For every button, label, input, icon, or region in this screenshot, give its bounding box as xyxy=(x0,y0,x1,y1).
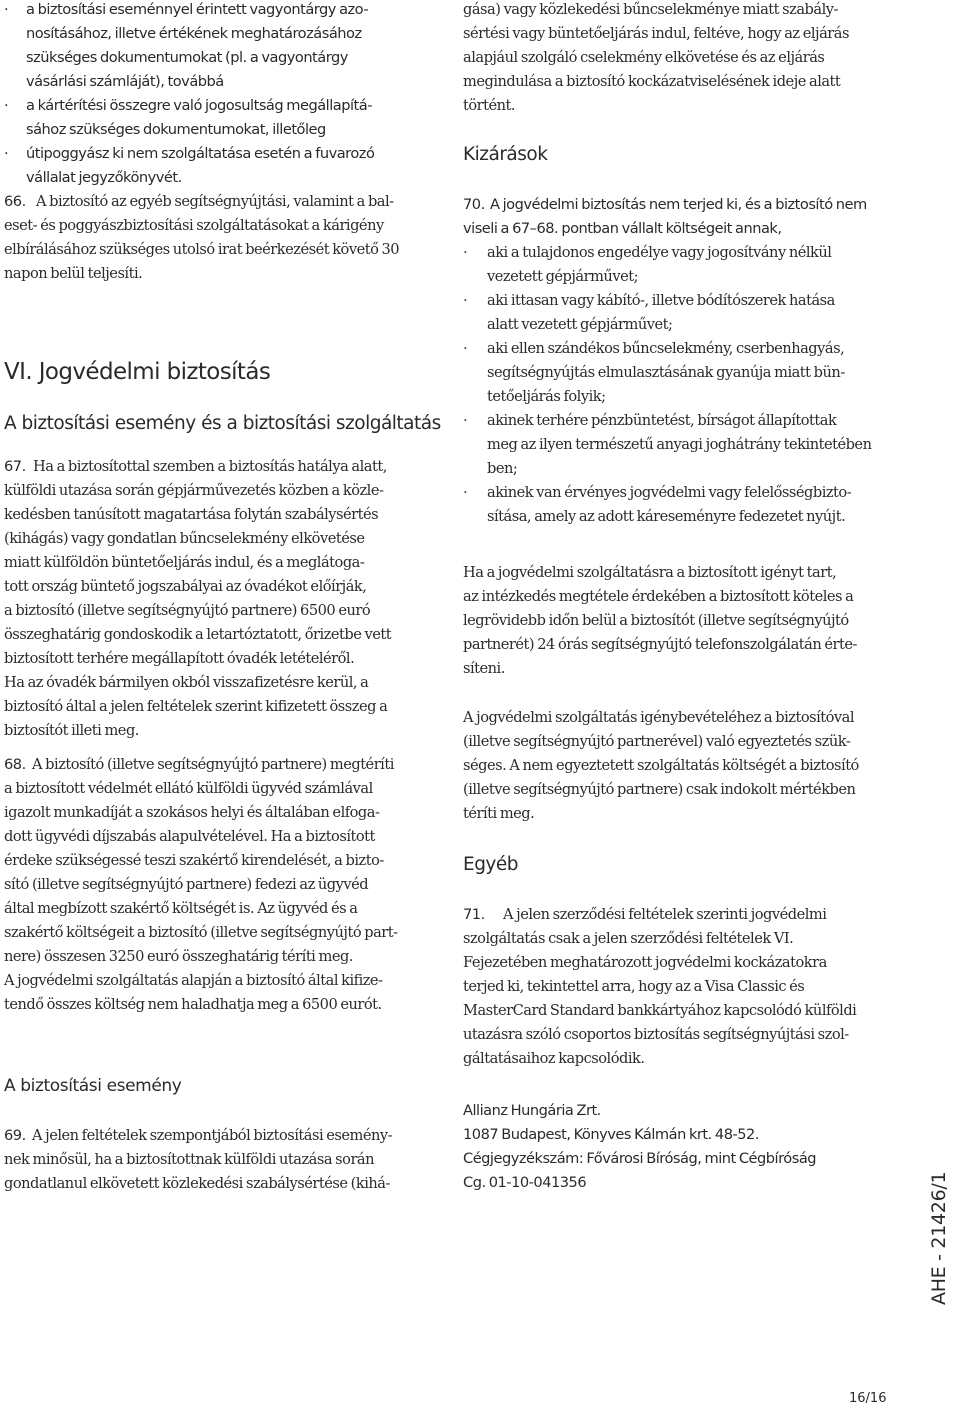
paragraph-69-continued-line: sértési vagy büntetőeljárás indul, feltéve, hogy az eljárás xyxy=(463,25,849,42)
paragraph-66-line: A biztosító az egyéb segítségnyújtási, valamint a bal- xyxy=(36,193,394,210)
bullet-marker: · xyxy=(463,292,468,309)
paragraph-67-line: miatt külföldön büntetőeljárás indul, és a meglátoga- xyxy=(4,554,365,571)
paragraph-69-line: nek minősül, ha a biztosítottnak külföldi utazása során xyxy=(4,1151,375,1168)
paragraph-69-continued-line: alapjául szolgáló cselekmény elkövetése és az eljárás xyxy=(463,49,825,66)
paragraph-67-number: 67. xyxy=(4,458,26,475)
paragraph-68-line: sító (illetve segítségnyújtó partnere) fedezi az ügyvéd xyxy=(4,876,369,893)
page-number: 16/16 xyxy=(849,1391,887,1406)
paragraph-68-line: A jogvédelmi szolgáltatás alapján a biztosító által kifize- xyxy=(4,972,383,989)
bullet-item-line: vállalat jegyzőkönyvét. xyxy=(26,169,182,186)
company-info-line: 1087 Budapest, Könyves Kálmán krt. 48-52. xyxy=(463,1126,759,1143)
paragraph-67-line: tott ország büntető jogszabályai az óvadékot előírják, xyxy=(4,578,367,595)
paragraph-coordination-line: séges. A nem egyeztetett szolgáltatás költségét a biztosító xyxy=(463,757,859,774)
paragraph-69-continued-line: gása) vagy közlekedési bűncselekménye miatt szabály- xyxy=(463,1,838,18)
paragraph-68-line: igazolt munkadíját a szokásos helyi és általában elfoga- xyxy=(4,804,380,821)
paragraph-67-line: kedésben tanúsított magatartása folytán szabálysértés xyxy=(4,506,379,523)
paragraph-coordination-line: A jogvédelmi szolgáltatás igénybevételéhez a biztosítóval xyxy=(463,709,855,726)
bullet-marker: · xyxy=(4,97,9,114)
paragraph-68-line: által megbízott szakértő költségét is. Az ügyvéd és a xyxy=(4,900,358,917)
paragraph-reporting-line: partnerét) 24 órás segítségnyújtó telefonszolgálatán érte- xyxy=(463,636,857,653)
paragraph-coordination-line: (illetve segítségnyújtó partnerével) való egyeztetés szük- xyxy=(463,733,851,750)
document-code: AHE - 21426/1 xyxy=(928,1171,950,1305)
paragraph-68-line: nere) összesen 3250 euró összeghatárig téríti meg. xyxy=(4,948,353,965)
bullet-marker: · xyxy=(4,1,9,18)
paragraph-70-line: A jogvédelmi biztosítás nem terjed ki, és a biztosító nem xyxy=(490,196,867,213)
paragraph-67-line: Ha az óvadék bármilyen okból visszafizetésre kerül, a xyxy=(4,674,369,691)
heading-other: Egyéb xyxy=(463,854,519,875)
company-info-line: Allianz Hungária Zrt. xyxy=(463,1102,601,1119)
paragraph-69-number: 69. xyxy=(4,1127,26,1144)
company-info-line: Cégjegyzékszám: Fővárosi Bíróság, mint Cégbíróság xyxy=(463,1150,817,1167)
bullet-item-line: szükséges dokumentumokat (pl. a vagyontárgy xyxy=(26,49,348,66)
paragraph-66-line: napon belül teljesíti. xyxy=(4,265,143,282)
paragraph-69-line: gondatlanul elkövetett közlekedési szabálysértése (kihá- xyxy=(4,1175,390,1192)
bullet-item-line: vásárlási számláját), továbbá xyxy=(26,73,224,90)
bullet-item-line: sítása, amely az adott káreseményre fedezetet nyújt. xyxy=(487,508,846,525)
bullet-item-line: akinek terhére pénzbüntetést, bírságot állapítottak xyxy=(487,412,837,429)
subsection-title: A biztosítási esemény és a biztosítási szolgáltatás xyxy=(4,413,441,434)
paragraph-coordination-line: (illetve segítségnyújtó partnere) csak indokolt mértékben xyxy=(463,781,856,798)
bullet-item-line: aki ellen szándékos bűncselekmény, cserbenhagyás, xyxy=(487,340,845,357)
bullet-marker: · xyxy=(463,244,468,261)
heading-exclusions: Kizárások xyxy=(463,144,548,165)
bullet-item-line: útipoggyász ki nem szolgáltatása esetén a fuvarozó xyxy=(26,145,375,162)
paragraph-68-number: 68. xyxy=(4,756,26,773)
bullet-item-line: aki ittasan vagy kábító-, illetve bódítószerek hatása xyxy=(487,292,835,309)
section-title: VI. Jogvédelmi biztosítás xyxy=(4,359,271,385)
bullet-item-line: segítségnyújtás elmulasztásának gyanúja miatt bün- xyxy=(487,364,845,381)
bullet-item-line: a kártérítési összegre való jogosultság megállapítá- xyxy=(26,97,372,114)
bullet-marker: · xyxy=(463,412,468,429)
bullet-marker: · xyxy=(4,145,9,162)
paragraph-71-line: szolgáltatás csak a jelen szerződési feltételek VI. xyxy=(463,930,794,947)
paragraph-70-number: 70. xyxy=(463,196,485,213)
paragraph-69-continued-line: történt. xyxy=(463,97,516,114)
paragraph-67-line: biztosítót illeti meg. xyxy=(4,722,139,739)
bullet-item-line: alatt vezetett gépjárművet; xyxy=(487,316,673,333)
paragraph-71-line: utazásra szóló csoportos biztosítás segítségnyújtási szol- xyxy=(463,1026,849,1043)
paragraph-68-line: a biztosított védelmét ellátó külföldi ügyvéd számlával xyxy=(4,780,373,797)
paragraph-67-line: biztosító által a jelen feltételek szerint kifizetett összeg a xyxy=(4,698,388,715)
paragraph-68-line: érdeke szükségessé teszi szakértő kirendelését, a bizto- xyxy=(4,852,384,869)
bullet-item-line: sához szükséges dokumentumokat, illetőleg xyxy=(26,121,326,138)
bullet-item-line: tetőeljárás folyik; xyxy=(487,388,606,405)
paragraph-67-line: (kihágás) vagy gondatlan bűncselekmény elkövetése xyxy=(4,530,365,547)
heading-insured-event: A biztosítási esemény xyxy=(4,1076,182,1096)
bullet-marker: · xyxy=(463,484,468,501)
paragraph-71-line: Fejezetében meghatározott jogvédelmi kockázatokra xyxy=(463,954,827,971)
paragraph-69-line: A jelen feltételek szempontjából biztosítási esemény- xyxy=(32,1127,393,1144)
bullet-item-line: ben; xyxy=(487,460,518,477)
bullet-item-line: meg az ilyen természetű anyagi joghátrány tekintetében xyxy=(487,436,872,453)
paragraph-71-line: A jelen szerződési feltételek szerinti jogvédelmi xyxy=(503,906,827,923)
paragraph-66-line: eset- és poggyászbiztosítási szolgáltatásokat a kárigény xyxy=(4,217,384,234)
paragraph-reporting-line: legrövidebb időn belül a biztosítót (illetve segítségnyújtó xyxy=(463,612,849,629)
paragraph-66-line: elbírálásához szükséges utolsó irat beérkezését követő 30 xyxy=(4,241,400,258)
company-info-line: Cg. 01-10-041356 xyxy=(463,1174,587,1191)
paragraph-reporting-line: Ha a jogvédelmi szolgáltatásra a biztosított igényt tart, xyxy=(463,564,837,581)
bullet-item-line: akinek van érvényes jogvédelmi vagy felelősségbizto- xyxy=(487,484,852,501)
paragraph-68-line: szakértő költségeit a biztosító (illetve segítségnyújtó part- xyxy=(4,924,398,941)
bullet-item-line: a biztosítási eseménnyel érintett vagyontárgy azo- xyxy=(26,1,369,18)
paragraph-67-line: Ha a biztosítottal szemben a biztosítás hatálya alatt, xyxy=(33,458,387,475)
paragraph-71-line: terjed ki, tekintettel arra, hogy az a Visa Classic és xyxy=(463,978,805,995)
paragraph-67-line: biztosított terhére megállapított óvadék letételéről. xyxy=(4,650,355,667)
paragraph-66-number: 66. xyxy=(4,193,26,210)
bullet-marker: · xyxy=(463,340,468,357)
paragraph-68-line: A biztosító (illetve segítségnyújtó partnere) megtéríti xyxy=(32,756,394,773)
paragraph-coordination-line: téríti meg. xyxy=(463,805,535,822)
paragraph-70-line: viseli a 67–68. pontban vállalt költségeit annak, xyxy=(463,220,782,237)
paragraph-71-line: gáltatásaihoz kapcsolódik. xyxy=(463,1050,645,1067)
paragraph-69-continued-line: megindulása a biztosító kockázatviselésének ideje alatt xyxy=(463,73,841,90)
bullet-item-line: vezetett gépjárművet; xyxy=(487,268,638,285)
bullet-item-line: nosításához, illetve értékének meghatározásához xyxy=(26,25,362,42)
paragraph-68-line: tendő összes költség nem haladhatja meg a 6500 eurót. xyxy=(4,996,382,1013)
paragraph-67-line: külföldi utazása során gépjárművezetés közben a közle- xyxy=(4,482,384,499)
paragraph-71-number: 71. xyxy=(463,906,485,923)
paragraph-67-line: a biztosító (illetve segítségnyújtó partnere) 6500 euró xyxy=(4,602,371,619)
paragraph-68-line: dott ügyvédi díjszabás alapulvételével. Ha a biztosított xyxy=(4,828,375,845)
paragraph-67-line: összeghatárig gondoskodik a letartóztatott, őrizetbe vett xyxy=(4,626,392,643)
paragraph-reporting-line: az intézkedés megtétele érdekében a biztosított köteles a xyxy=(463,588,854,605)
paragraph-71-line: MasterCard Standard bankkártyához kapcsolódó külföldi xyxy=(463,1002,857,1019)
paragraph-reporting-line: síteni. xyxy=(463,660,505,677)
bullet-item-line: aki a tulajdonos engedélye vagy jogosítvány nélkül xyxy=(487,244,832,261)
